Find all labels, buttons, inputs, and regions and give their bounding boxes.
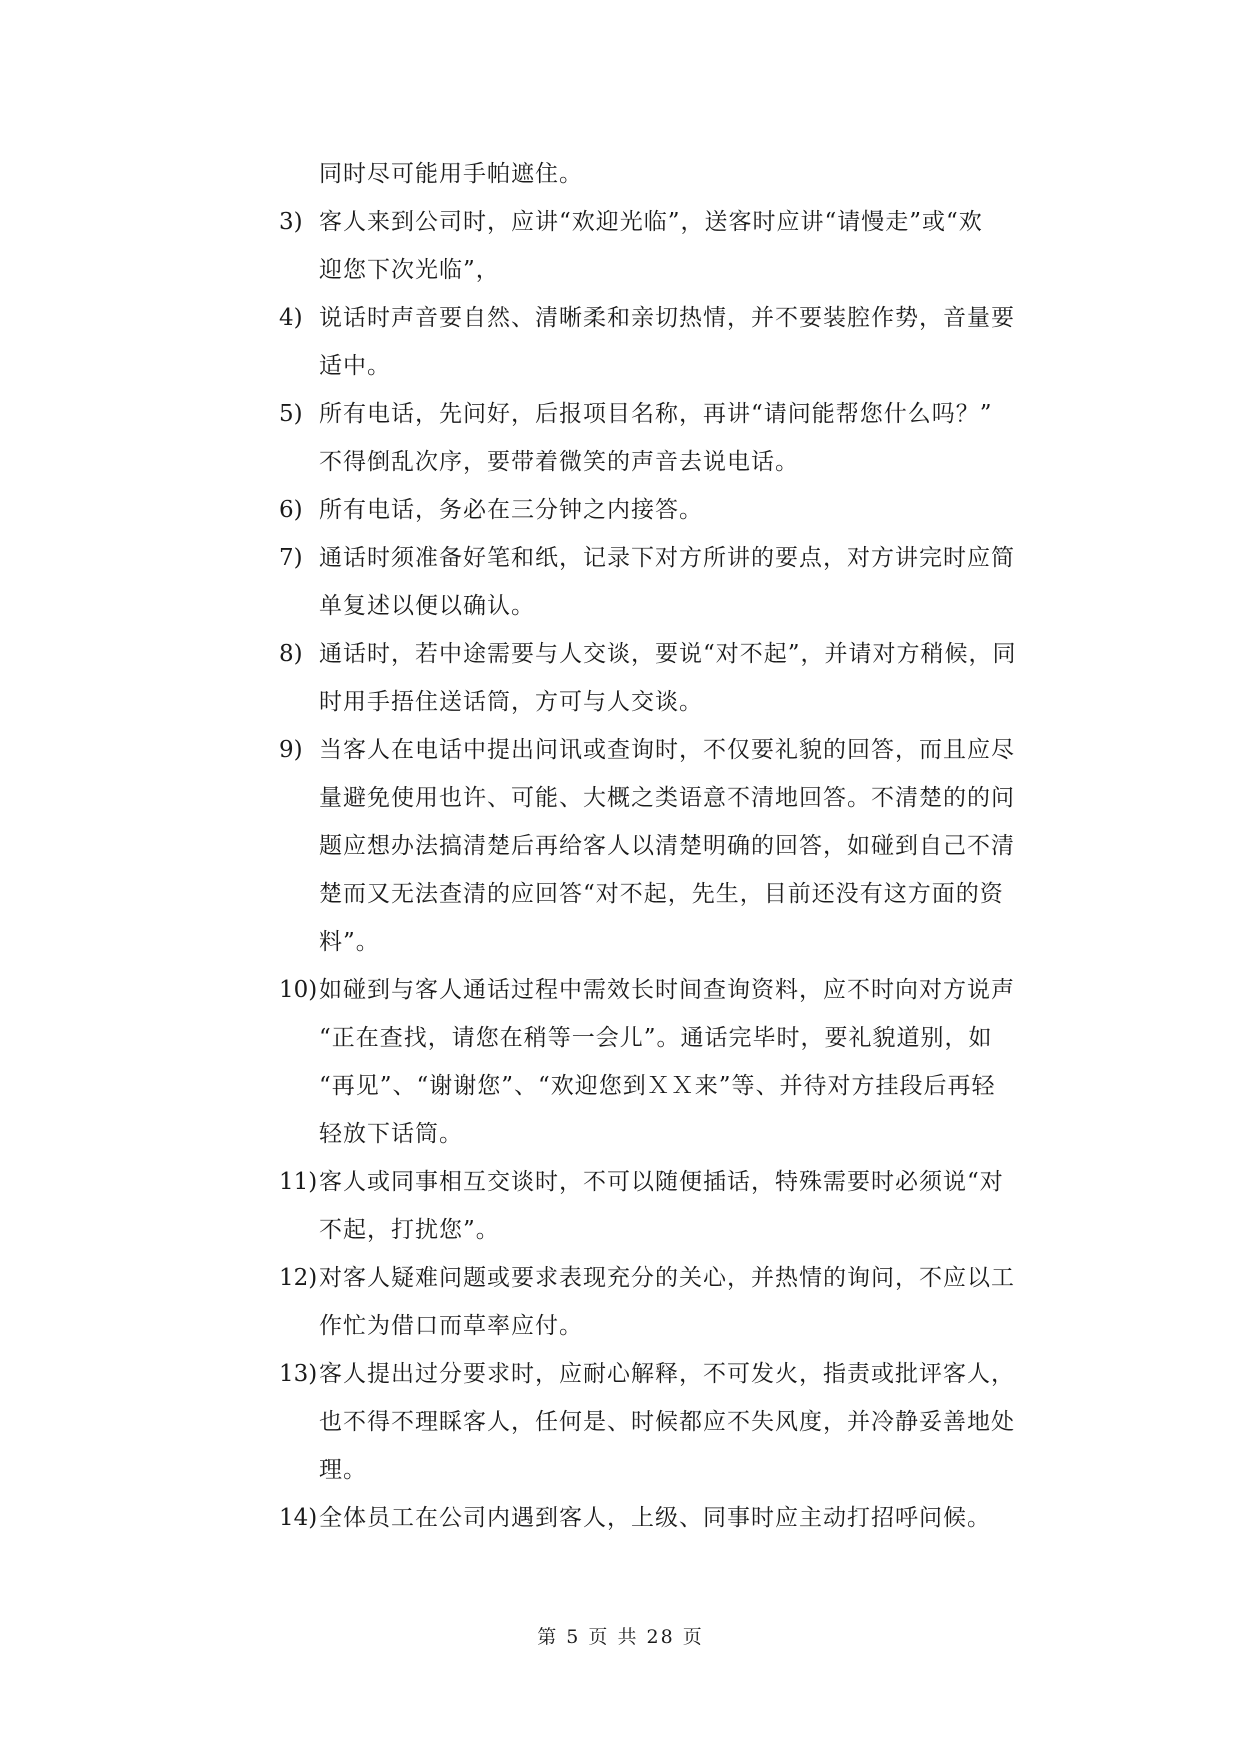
list-item — [279, 966, 1049, 1158]
list-item-number: 5) — [279, 401, 303, 427]
page-content — [279, 150, 1049, 1542]
list-item-line: 所有电话，先问好，后报项目名称，再讲“请问能帮您什么吗？” — [319, 401, 993, 427]
list-item-number: 13) — [279, 1361, 318, 1387]
list-item — [279, 1158, 1049, 1254]
list-item-number: 8) — [279, 641, 303, 667]
list-item-line: 客人来到公司时，应讲“欢迎光临”，送客时应讲“请慢走”或“欢 — [319, 209, 983, 235]
list-item-line: 说话时声音要自然、清晰柔和亲切热情，并不要装腔作势，音量要 — [319, 305, 1015, 331]
list-item-number: 3) — [279, 209, 303, 235]
list-item-line: 客人提出过分要求时，应耐心解释，不可发火，指责或批评客人， — [319, 1361, 1015, 1387]
list-item-line: 量避免使用也许、可能、大概之类语意不清地回答。不清楚的的问 — [319, 785, 1015, 811]
list-item-line: “再见”、“谢谢您”、“欢迎您到ＸＸ来”等、并待对方挂段后再轻 — [319, 1073, 996, 1099]
list-item-line: 如碰到与客人通话过程中需效长时间查询资料，应不时向对方说声 — [319, 977, 1015, 1003]
continued-paragraph-line: 同时尽可能用手帕遮住。 — [319, 161, 583, 187]
list-item-number: 4) — [279, 305, 303, 331]
page-footer: 第 5 页 共 28 页 — [537, 1626, 704, 1648]
list-item-number: 10) — [279, 977, 318, 1003]
list-item — [279, 1254, 1049, 1350]
list-item — [279, 390, 1049, 486]
list-item-line: 适中。 — [319, 353, 391, 379]
list-item-number: 7) — [279, 545, 303, 571]
list-item-line: 单复述以便以确认。 — [319, 593, 535, 619]
list-item-line: 也不得不理睬客人，任何是、时候都应不失风度，并冷静妥善地处 — [319, 1409, 1015, 1435]
list-item-line: 全体员工在公司内遇到客人，上级、同事时应主动打招呼问候。 — [319, 1505, 991, 1531]
list-item-line: 作忙为借口而草率应付。 — [319, 1313, 583, 1339]
list-item-line: 当客人在电话中提出问讯或查询时，不仅要礼貌的回答，而且应尽 — [319, 737, 1015, 763]
list-item-number: 11) — [279, 1169, 318, 1195]
list-item-line: 理。 — [319, 1457, 367, 1483]
list-item-line: 时用手捂住送话筒，方可与人交谈。 — [319, 689, 703, 715]
list-item-number: 6) — [279, 497, 303, 523]
list-item-line: 通话时须准备好笔和纸，记录下对方所讲的要点，对方讲完时应简 — [319, 545, 1015, 571]
list-item — [279, 534, 1049, 630]
list-item-number: 14) — [279, 1505, 318, 1531]
numbered-list — [279, 198, 1049, 1542]
list-item — [279, 726, 1049, 966]
list-item-line: 料”。 — [319, 929, 380, 955]
list-item — [279, 198, 1049, 294]
list-item-line: 迎您下次光临”， — [319, 257, 500, 283]
list-item-line: 通话时，若中途需要与人交谈，要说“对不起”，并请对方稍候，同 — [319, 641, 1017, 667]
list-item — [279, 1350, 1049, 1494]
list-item-line: 题应想办法搞清楚后再给客人以清楚明确的回答，如碰到自己不清 — [319, 833, 1015, 859]
list-item — [279, 486, 1049, 534]
list-item-number: 12) — [279, 1265, 318, 1291]
list-item-line: 楚而又无法查清的应回答“对不起，先生，目前还没有这方面的资 — [319, 881, 1004, 907]
list-item-line: 客人或同事相互交谈时，不可以随便插话，特殊需要时必须说“对 — [319, 1169, 1004, 1195]
list-item-line: 对客人疑难问题或要求表现充分的关心，并热情的询问，不应以工 — [319, 1265, 1015, 1291]
list-item-number: 9) — [279, 737, 303, 763]
list-item — [279, 294, 1049, 390]
list-item-line: 不起，打扰您”。 — [319, 1217, 500, 1243]
list-item-line: “正在查找，请您在稍等一会儿”。通话完毕时，要礼貌道别，如 — [319, 1025, 993, 1051]
list-item-line: 所有电话，务必在三分钟之内接答。 — [319, 497, 703, 523]
list-item — [279, 630, 1049, 726]
list-item-line: 轻放下话筒。 — [319, 1121, 463, 1147]
list-item-line: 不得倒乱次序，要带着微笑的声音去说电话。 — [319, 449, 799, 475]
list-item — [279, 1494, 1049, 1542]
